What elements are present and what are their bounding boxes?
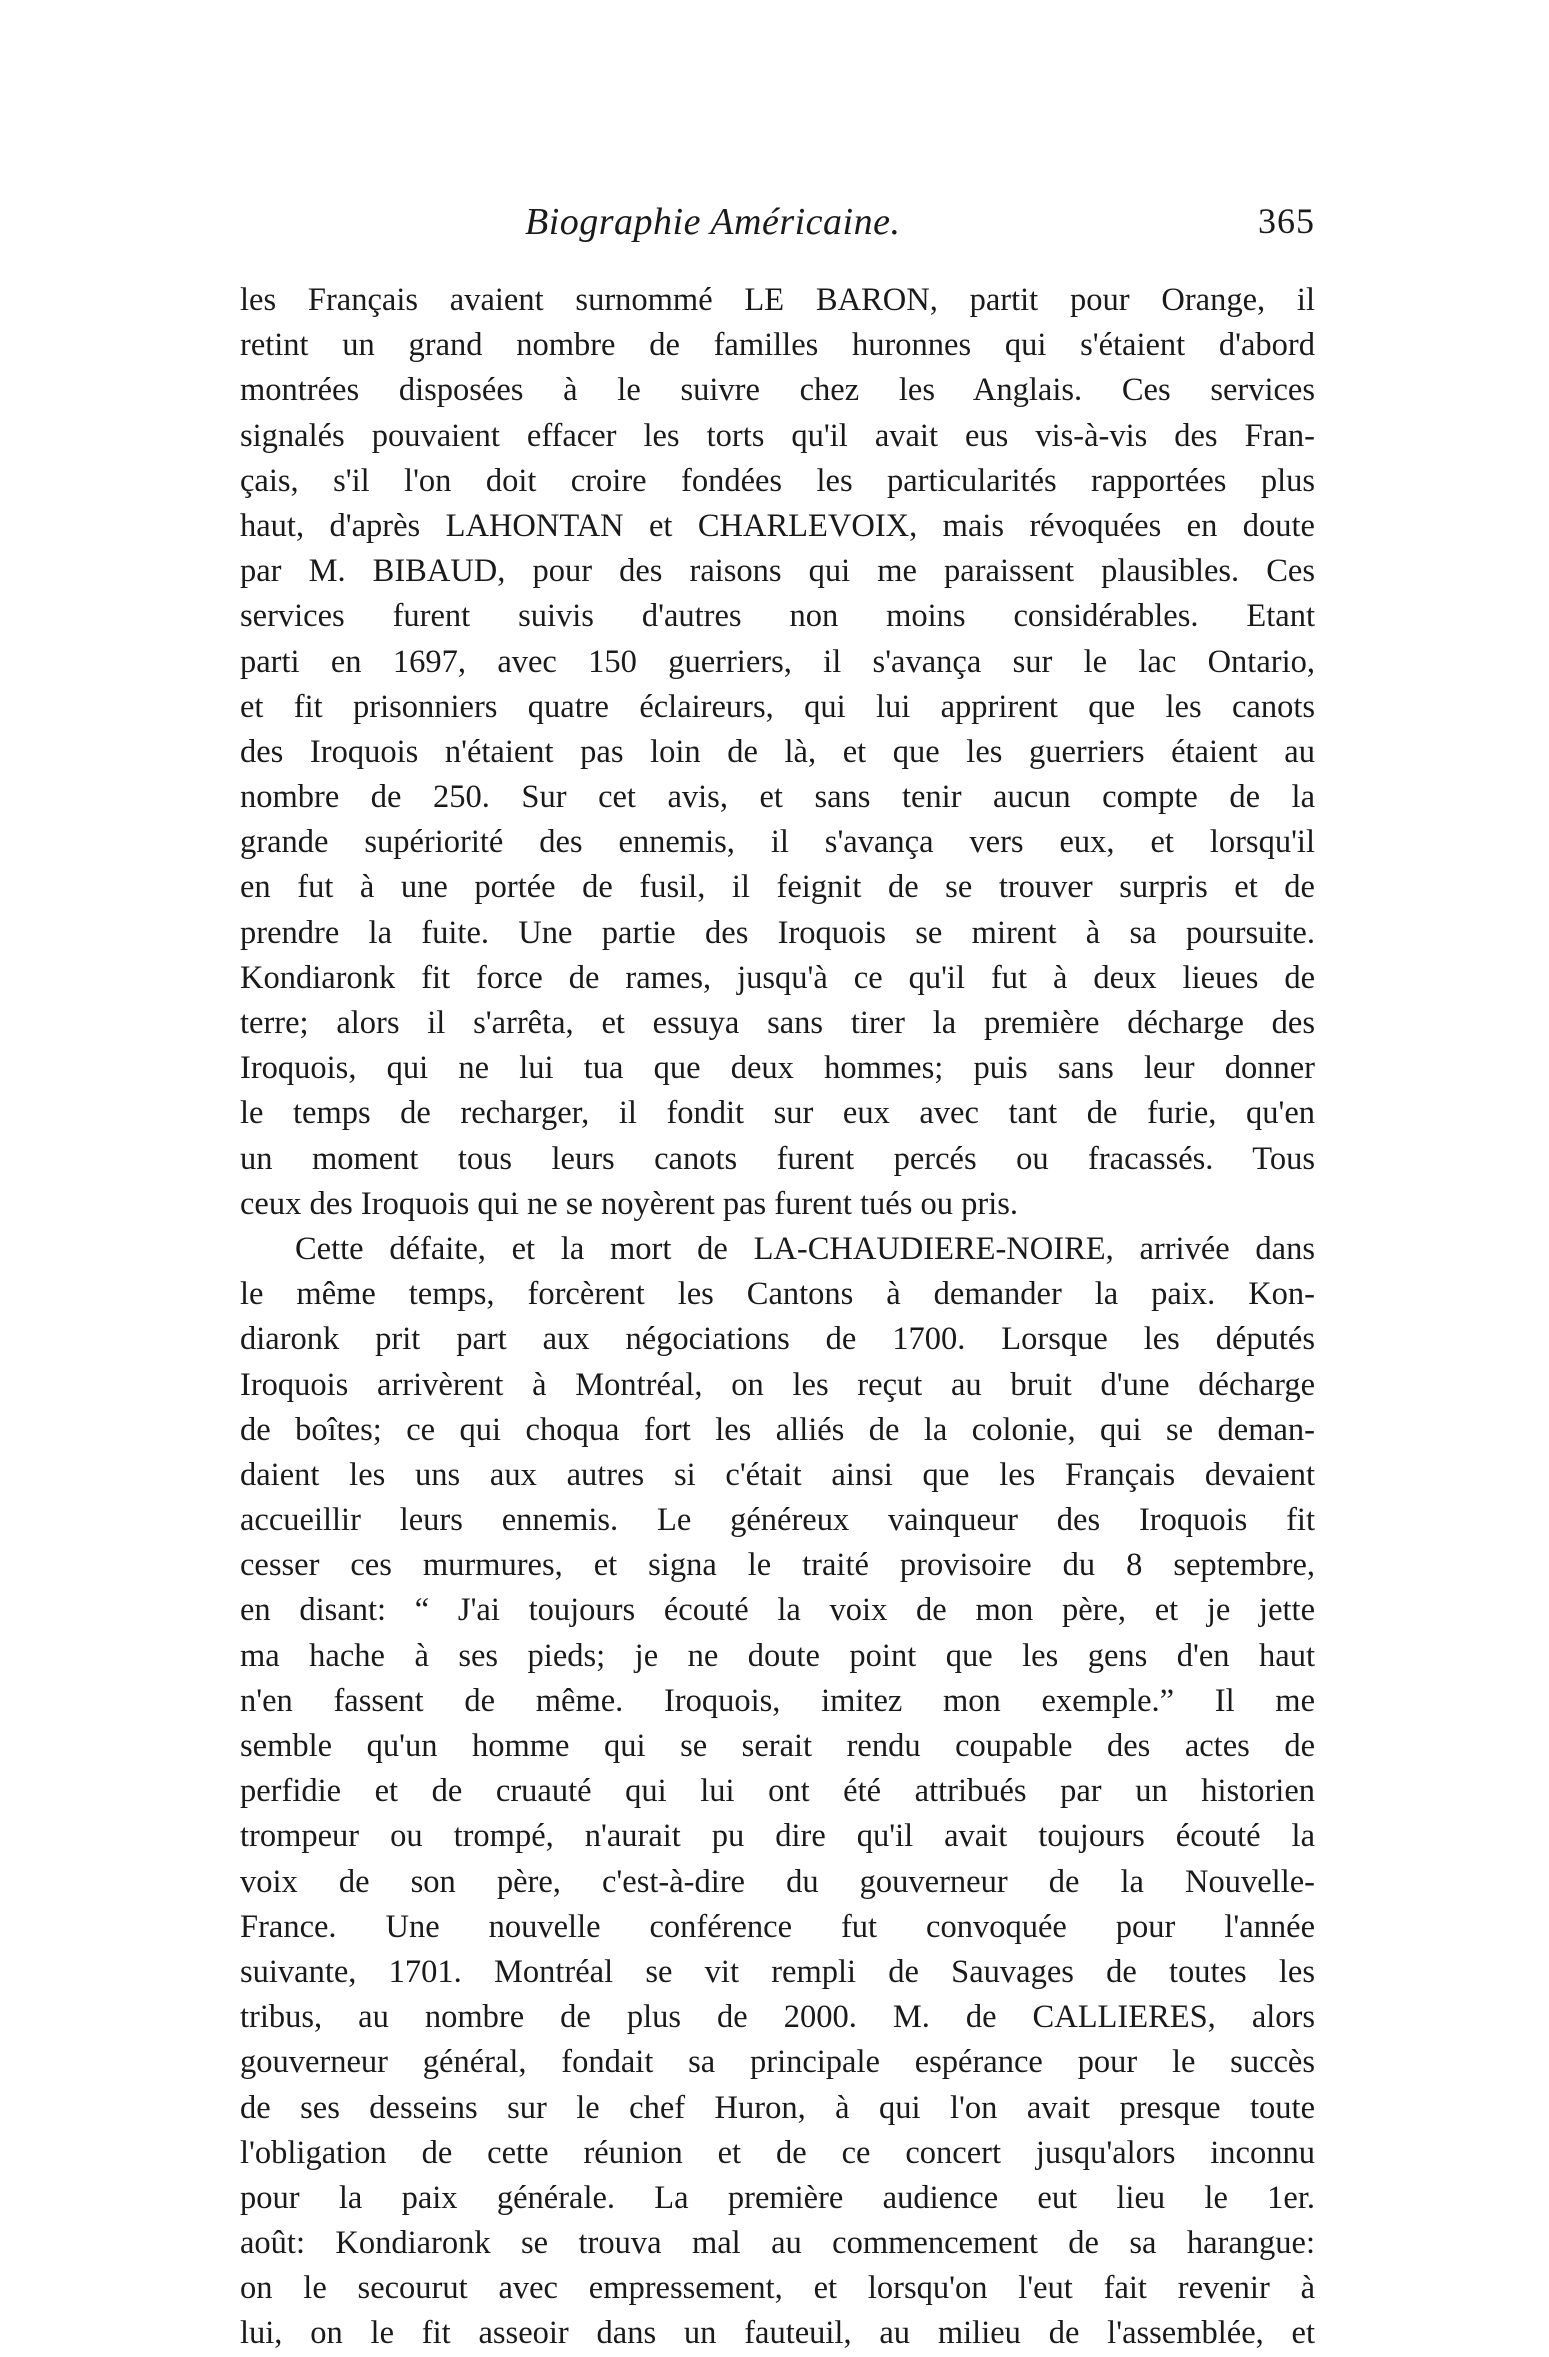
text-line: France. Une nouvelle conférence fut convoquée pour l'année	[240, 1908, 1315, 1945]
text-line: cesser ces murmures, et signa le traité provisoire du 8 septembre,	[240, 1547, 1315, 1584]
text-line: prendre la fuite. Une partie des Iroquois se mirent à sa poursuite.	[240, 914, 1315, 951]
text-line: Kondiaronk fit force de rames, jusqu'à ce qu'il fut à deux lieues de	[240, 959, 1315, 996]
text-line: semble qu'un homme qui se serait rendu coupable des actes de	[240, 1728, 1315, 1764]
text-line: le même temps, forcèrent les Cantons à demander la paix. Kon-	[240, 1276, 1315, 1313]
text-line: trompeur ou trompé, n'aurait pu dire qu'il avait toujours écouté la	[240, 1818, 1315, 1855]
text-line: de ses desseins sur le chef Huron, à qui l'on avait presque toute	[240, 2089, 1315, 2126]
text-line: Iroquois, qui ne lui tua que deux hommes; puis sans leur donner	[240, 1050, 1315, 1087]
text-line: de boîtes; ce qui choqua fort les alliés de la colonie, qui se deman-	[240, 1411, 1315, 1448]
text-line: daient les uns aux autres si c'était ainsi que les Français devaient	[240, 1456, 1315, 1493]
text-line: terre; alors il s'arrêta, et essuya sans tirer la première décharge des	[240, 1005, 1315, 1041]
text-line: gouverneur général, fondait sa principale espérance pour le succès	[240, 2044, 1315, 2081]
text-line: en disant: “ J'ai toujours écouté la voix de mon père, et je jette	[240, 1592, 1315, 1629]
text-line: signalés pouvaient effacer les torts qu'il avait eus vis-à-vis des Fran-	[240, 417, 1315, 454]
text-line: n'en fassent de même. Iroquois, imitez mon exemple.” Il me	[240, 1682, 1315, 1719]
text-line: août: Kondiaronk se trouva mal au commencement de sa harangue:	[240, 2225, 1315, 2262]
text-line: pour la paix générale. La première audience eut lieu le 1er.	[240, 2179, 1315, 2216]
text-line: diaronk prit part aux négociations de 1700. Lorsque les députés	[240, 1321, 1315, 1358]
text-line: des Iroquois n'étaient pas loin de là, et que les guerriers étaient au	[240, 733, 1315, 770]
text-line: services furent suivis d'autres non moins considérables. Etant	[240, 598, 1315, 635]
text-line: tribus, au nombre de plus de 2000. M. de CALLIERES, alors	[240, 1999, 1315, 2036]
page-header	[240, 200, 1315, 260]
running-title: Biographie Américaine.	[525, 201, 901, 243]
text-line: par M. BIBAUD, pour des raisons qui me paraissent plausibles. Ces	[240, 553, 1315, 590]
text-line: les Français avaient surnommé LE BARON, partit pour Orange, il	[240, 282, 1315, 318]
text-line: montrées disposées à le suivre chez les Anglais. Ces services	[240, 372, 1315, 409]
text-line: le temps de recharger, il fondit sur eux avec tant de furie, qu'en	[240, 1095, 1315, 1132]
text-line: çais, s'il l'on doit croire fondées les particularités rapportées plus	[240, 462, 1315, 499]
text-line: en fut à une portée de fusil, il feignit de se trouver surpris et de	[240, 869, 1315, 906]
text-line: voix de son père, c'est-à-dire du gouverneur de la Nouvelle-	[240, 1863, 1315, 1900]
text-line: accueillir leurs ennemis. Le généreux vainqueur des Iroquois fit	[240, 1502, 1315, 1539]
text-line: suivante, 1701. Montréal se vit rempli de Sauvages de toutes les	[240, 1953, 1315, 1990]
text-line: haut, d'après LAHONTAN et CHARLEVOIX, mais révoquées en doute	[240, 507, 1315, 544]
text-line: parti en 1697, avec 150 guerriers, il s'avança sur le lac Ontario,	[240, 643, 1315, 680]
text-line: et fit prisonniers quatre éclaireurs, qui lui apprirent que les canots	[240, 688, 1315, 725]
text-line: ma hache à ses pieds; je ne doute point que les gens d'en haut	[240, 1637, 1315, 1674]
text-line: un moment tous leurs canots furent percés ou fracassés. Tous	[240, 1140, 1315, 1177]
paragraph-start-line: Cette défaite, et la mort de LA-CHAUDIERE-NOIRE, arrivée dans	[295, 1230, 1315, 1267]
text-line: nombre de 250. Sur cet avis, et sans tenir aucun compte de la	[240, 779, 1315, 816]
text-line: lui, on le fit asseoir dans un fauteuil, au milieu de l'assemblée, et	[240, 2315, 1315, 2352]
text-line: retint un grand nombre de familles huronnes qui s'étaient d'abord	[240, 327, 1315, 364]
page-number: 365	[1258, 201, 1315, 241]
text-line: l'obligation de cette réunion et de ce concert jusqu'alors inconnu	[240, 2134, 1315, 2171]
text-line: Iroquois arrivèrent à Montréal, on les reçut au bruit d'une décharge	[240, 1366, 1315, 1403]
text-line: perfidie et de cruauté qui lui ont été attribués par un historien	[240, 1773, 1315, 1810]
text-line: on le secourut avec empressement, et lorsqu'on l'eut fait revenir à	[240, 2270, 1315, 2307]
page-body-text	[240, 278, 1315, 2357]
paragraph-end-line: ceux des Iroquois qui ne se noyèrent pas furent tués ou pris.	[240, 1185, 1019, 1222]
text-line: grande supériorité des ennemis, il s'avança vers eux, et lorsqu'il	[240, 824, 1315, 861]
